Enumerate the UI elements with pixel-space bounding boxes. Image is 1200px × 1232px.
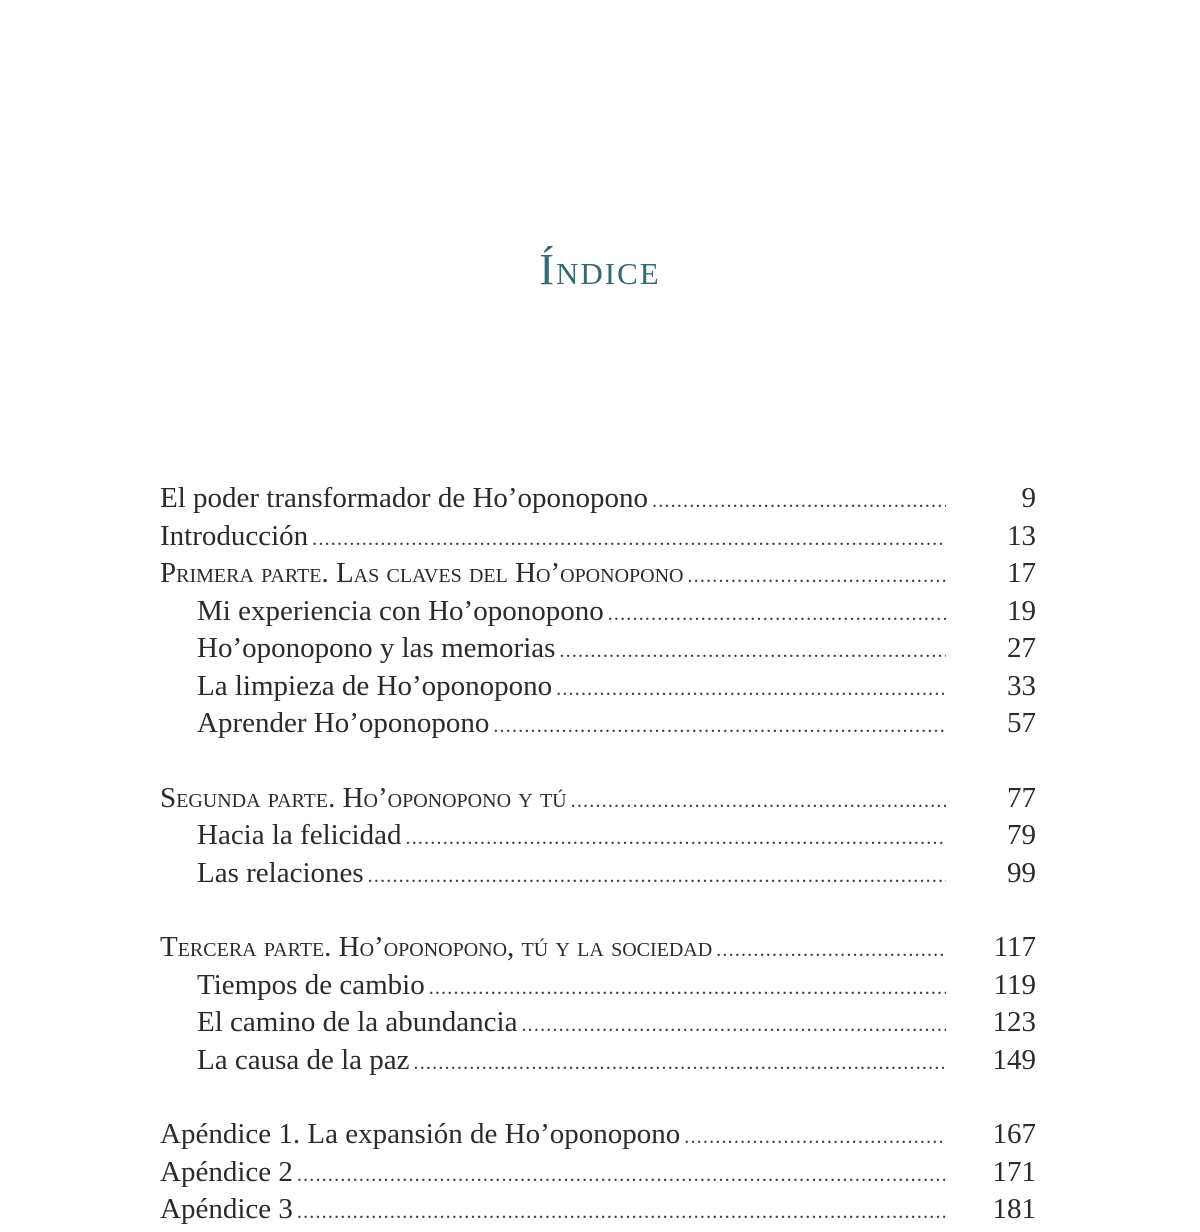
toc-entry-label: La causa de la paz xyxy=(197,1043,410,1076)
toc-subentry[interactable] xyxy=(160,1042,1036,1080)
group-spacer xyxy=(160,892,1036,929)
dot-leader xyxy=(368,858,946,896)
dot-leader xyxy=(556,671,946,709)
toc-entry-page: 167 xyxy=(992,1118,1036,1150)
dot-leader xyxy=(414,1045,946,1083)
toc-entry-page: 13 xyxy=(1007,519,1036,552)
page-title: Índice xyxy=(539,245,661,294)
toc-entry-label: El camino de la abundancia xyxy=(197,1006,518,1038)
dot-leader xyxy=(716,932,946,970)
toc-entry-page: 171 xyxy=(992,1155,1036,1188)
toc-entry-page: 17 xyxy=(1007,557,1036,589)
toc-entry[interactable] xyxy=(160,1116,1036,1154)
toc-entry-label: Las relaciones xyxy=(197,856,364,889)
toc-entry-label: Tercera parte. Ho’oponopono, tú y la sociedad xyxy=(160,931,713,963)
toc-subentry[interactable] xyxy=(160,1004,1036,1042)
toc-subentry[interactable] xyxy=(160,630,1036,668)
toc-subentry[interactable] xyxy=(160,705,1036,743)
dot-leader xyxy=(687,558,946,596)
toc-section-heading[interactable] xyxy=(160,780,1036,818)
toc-entry-page: 57 xyxy=(1007,707,1036,739)
dot-leader xyxy=(571,783,946,821)
dot-leader xyxy=(521,1007,946,1045)
dot-leader xyxy=(493,708,946,746)
toc-entry-page: 77 xyxy=(1007,781,1036,814)
toc-entry-page: 99 xyxy=(1007,856,1036,889)
dot-leader xyxy=(297,1157,946,1195)
dot-leader xyxy=(684,1119,946,1157)
toc-entry[interactable] xyxy=(160,1154,1036,1192)
toc-entry-label: Ho’oponopono y las memorias xyxy=(197,632,556,664)
toc-subentry[interactable] xyxy=(160,967,1036,1005)
toc-entry-page: 27 xyxy=(1007,632,1036,664)
dot-leader xyxy=(312,521,946,559)
toc-entry-page: 33 xyxy=(1007,669,1036,702)
toc-subentry[interactable] xyxy=(160,668,1036,706)
dot-leader xyxy=(652,483,946,521)
group-spacer xyxy=(160,1079,1036,1116)
dot-leader xyxy=(406,820,947,858)
toc-entry-label: La limpieza de Ho’oponopono xyxy=(197,669,553,702)
toc-entry-label: Apéndice 1. La expansión de Ho’oponopono xyxy=(160,1118,681,1150)
toc-entry-label: Introducción xyxy=(160,519,309,552)
toc-entry[interactable] xyxy=(160,1191,1036,1229)
dot-leader xyxy=(429,970,946,1008)
toc-section-heading[interactable] xyxy=(160,555,1036,593)
toc-entry-page: 19 xyxy=(1007,594,1036,627)
toc-entry-page: 9 xyxy=(1021,482,1036,514)
toc-entry-label: Tiempos de cambio xyxy=(197,968,425,1001)
toc-entry-page: 117 xyxy=(993,931,1036,963)
toc-entry-page: 149 xyxy=(992,1043,1036,1076)
group-spacer xyxy=(160,743,1036,780)
toc-entry-label: El poder transformador de Ho’oponopono xyxy=(160,482,649,514)
toc-entry-label: Apéndice 3 xyxy=(160,1193,293,1225)
toc-entry-page: 123 xyxy=(992,1006,1036,1038)
toc-subentry[interactable] xyxy=(160,817,1036,855)
table-of-contents xyxy=(160,480,1036,1229)
toc-entry-page: 119 xyxy=(993,968,1036,1001)
dot-leader xyxy=(608,596,946,634)
toc-entry-label: Aprender Ho’oponopono xyxy=(197,707,490,739)
dot-leader xyxy=(559,633,946,671)
toc-subentry[interactable] xyxy=(160,593,1036,631)
toc-entry-label: Apéndice 2 xyxy=(160,1155,293,1188)
toc-entry[interactable] xyxy=(160,480,1036,518)
toc-entry-page: 79 xyxy=(1007,819,1036,851)
toc-subentry[interactable] xyxy=(160,855,1036,893)
toc-entry-page: 181 xyxy=(992,1193,1036,1225)
toc-entry-label: Hacia la felicidad xyxy=(197,819,402,851)
toc-entry-label: Primera parte. Las claves del Ho’oponopono xyxy=(160,557,684,589)
toc-entry-label: Mi experiencia con Ho’oponopono xyxy=(197,594,604,627)
toc-section-heading[interactable] xyxy=(160,929,1036,967)
toc-entry-label: Segunda parte. Ho’oponopono y tú xyxy=(160,781,567,814)
toc-entry[interactable] xyxy=(160,518,1036,556)
